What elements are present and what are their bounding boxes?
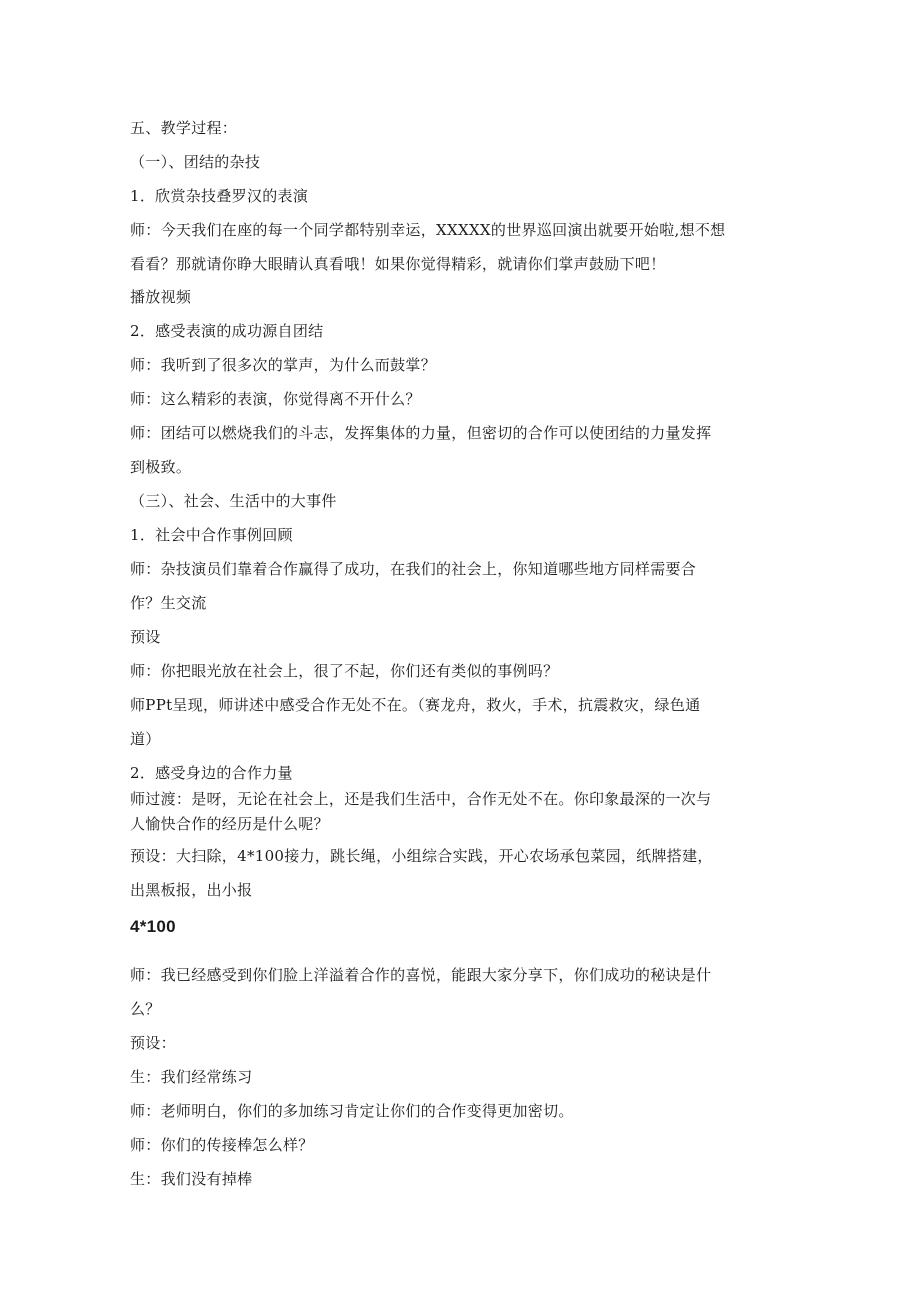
- paragraph-line: 预设：大扫除，4*100接力，跳长绳，小组综合实践，开心农场承包菜园，纸牌搭建，: [130, 847, 713, 865]
- paragraph-line: 师：我已经感受到你们脸上洋溢着合作的喜悦，能跟大家分享下，你们成功的秘诀是什: [130, 966, 712, 984]
- paragraph-line: 生：我们经常练习: [130, 1068, 253, 1086]
- paragraph-line: 看看？那就请你睁大眼睛认真看哦！如果你觉得精彩，就请你们掌声鼓励下吧！: [130, 255, 666, 273]
- paragraph-line: 师：你们的传接棒怎么样？: [130, 1136, 314, 1154]
- subsection-heading: （三）、社会、生活中的大事件: [130, 492, 337, 510]
- section-heading: 五、教学过程：: [130, 119, 238, 137]
- paragraph-line: 道）: [130, 730, 161, 748]
- paragraph-line: 预设: [130, 628, 161, 646]
- item-heading: 1．社会中合作事例回顾: [130, 526, 293, 544]
- item-heading: 2．感受身边的合作力量: [130, 764, 293, 782]
- paragraph-line: 师：我听到了很多次的掌声，为什么而鼓掌？: [130, 356, 437, 374]
- paragraph-line: 师：团结可以燃烧我们的斗志，发挥集体的力量，但密切的合作可以使团结的力量发挥: [130, 424, 712, 442]
- paragraph-line: 师过渡：是呀，无论在社会上，还是我们生活中，合作无处不在。你印象最深的一次与: [130, 790, 712, 808]
- paragraph-line: 播放视频: [130, 288, 192, 306]
- paragraph-line: 到极致。: [130, 458, 192, 476]
- paragraph-line: 师：老师明白，你们的多加练习肯定让你们的合作变得更加密切。: [130, 1102, 574, 1120]
- paragraph-line: 人愉快合作的经历是什么呢？: [130, 815, 329, 833]
- paragraph-line: 师：这么精彩的表演，你觉得离不开什么？: [130, 390, 421, 408]
- paragraph-line: 生：我们没有掉棒: [130, 1170, 253, 1188]
- paragraph-line: 出黑板报，出小报: [130, 881, 253, 899]
- paragraph-line: 师：你把眼光放在社会上，很了不起，你们还有类似的事例吗？: [130, 662, 559, 680]
- paragraph-line: 预设：: [130, 1034, 176, 1052]
- paragraph-line: 么？: [130, 1000, 161, 1018]
- subsection-heading: （一）、团结的杂技: [130, 153, 261, 171]
- paragraph-line: 师PPt呈现，师讲述中感受合作无处不在。（赛龙舟，救火，手术，抗震救灾，绿色通: [130, 696, 701, 714]
- paragraph-line: 师：今天我们在座的每一个同学都特别幸运，XXXXX的世界巡回演出就要开始啦,想不想: [130, 221, 726, 239]
- item-heading: 1．欣赏杂技叠罗汉的表演: [130, 187, 309, 205]
- bold-heading-4x100: 4*100: [130, 917, 176, 936]
- paragraph-line: 师：杂技演员们靠着合作赢得了成功，在我们的社会上，你知道哪些地方同样需要合: [130, 560, 697, 578]
- paragraph-line: 作？生交流: [130, 594, 207, 612]
- item-heading: 2．感受表演的成功源自团结: [130, 322, 324, 340]
